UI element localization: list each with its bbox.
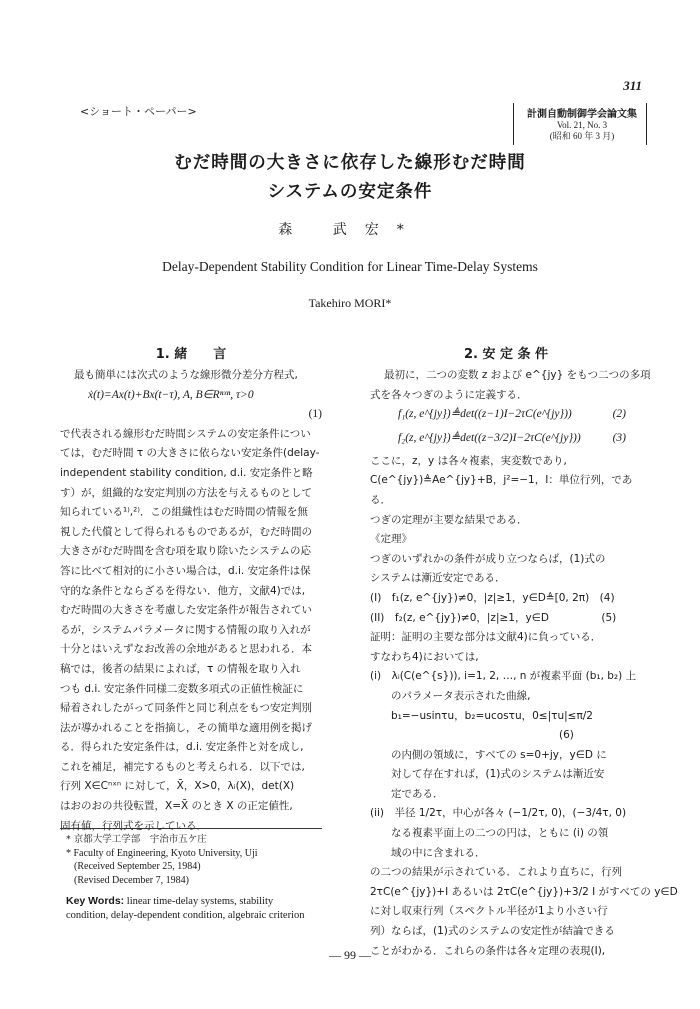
text-line: (II) f₂(z, e^{jy})≠0，|z|≥1，y∈D (5) <box>370 611 617 624</box>
text-line: 守的な条件とならざるを得ない．他方，文献4)では, <box>60 584 306 597</box>
text-line: る． <box>370 493 391 506</box>
affiliation-en: * Faculty of Engineering, Kyoto University, Uji <box>66 847 258 859</box>
text-line: るが，システムパラメータに関する情報の取り入れが <box>60 623 311 636</box>
text-line: つぎの定理が主要な結果である． <box>370 513 528 526</box>
footnote-rule <box>60 828 322 829</box>
equation-2: f₁(z, e^{jy})≜det((z−1)I−2τC(e^{jy})) <box>398 408 572 421</box>
keywords-text: linear time-delay systems, stability condition, delay-dependent condition, algebraic criterion <box>66 896 305 921</box>
text-line: に対し収束行列（スペクトル半径が1より小さい行 <box>370 905 608 918</box>
equation-3-number: (3) <box>612 431 626 444</box>
text-line: (6) <box>370 729 574 742</box>
text-line: 式を各々つぎのように定義する． <box>370 388 528 401</box>
text-line: 固有値，行列式を示している． <box>60 819 207 832</box>
right-body-text <box>370 452 678 961</box>
text-line: の内側の領域に，すべての s=0+jy，y∈D に <box>370 748 607 761</box>
text-line: 行列 X∈Cⁿˣⁿ に対して，X̄，X>0，λᵢ(X)，det(X) <box>60 780 295 793</box>
title-ja-line2: システムの安定条件 <box>267 182 433 202</box>
journal-title: 計測自動制御学会論文集 <box>527 109 637 120</box>
text-line: (ii) 半径 1/2τ，中心が各々 (−1/2τ, 0)，(−3/4τ, 0) <box>370 807 627 820</box>
equation-2-row <box>370 405 642 425</box>
equation-3: f₂(z, e^{jy})≜det((z−3/2)I−2τC(e^{jy})) <box>398 431 581 444</box>
text-line: 定である． <box>370 787 444 800</box>
text-line: 帰着されしたがって同条件と同じ利点をもつ安定判別 <box>60 702 312 715</box>
right-column <box>370 366 678 961</box>
text-line: C(e^{jy})≜Ae^{jy}+B，j²=−1，I：単位行列，であ <box>370 474 633 487</box>
equation-2-number: (2) <box>612 408 626 421</box>
text-line: の二つの結果が示されている．これより直ちに，行列 <box>370 866 622 879</box>
text-line: 大きさがむだ時間を含む項を取り除いたシステムの応 <box>60 545 311 558</box>
text-line: つぎのいずれかの条件が成り立つならば，(1)式の <box>370 552 606 565</box>
text-line: システムは漸近安定である． <box>370 572 506 585</box>
journal-date: (昭和 60 年 3 月) <box>549 131 615 141</box>
text-line: 《定理》 <box>370 533 412 546</box>
page-number: 311 <box>623 78 642 93</box>
text-line: 域の中に含まれる． <box>370 846 486 859</box>
folio: — 99 — <box>329 948 371 962</box>
received-date: (Received September 25, 1984) <box>74 861 201 872</box>
text-line: (I) f₁(z, e^{jy})≠0，|z|≥1，y∈D≜[0, 2π) (4) <box>370 591 615 604</box>
text-line: で代表される線形むだ時間システムの安定条件につい <box>60 427 311 440</box>
keywords-label: Key Words: <box>66 895 125 907</box>
text-line: なる複素平面上の二つの円は，ともに (i) の領 <box>370 827 609 840</box>
text-line: 答に比べて相対的に小さい場合は，d.i. 安定条件は保 <box>60 564 311 577</box>
journal-info-box <box>513 103 647 145</box>
revised-date: (Revised December 7, 1984) <box>74 874 189 886</box>
intro-heading: 1. 緒 言 <box>155 347 227 362</box>
text-line: 列）ならば，(1)式のシステムの安定性が結論できる <box>370 925 615 938</box>
text-line: independent stability condition, d.i. 安定条件と略 <box>60 466 313 479</box>
author-ja: 森 武宏* <box>278 222 422 238</box>
equation-3-row <box>370 425 642 452</box>
text-line: (i) λᵢ(C(e^{s})), i=1, 2, …, n が複素平面 (b₁, b₂) 上 <box>370 670 637 683</box>
journal-volume: Vol. 21, No. 3 <box>556 120 608 130</box>
text-line: 最初に，二つの変数 z および e^{jy} をもつ二つの多項 <box>384 369 651 381</box>
text-line: ては，むだ時間 τ の大きさに依らない安定条件(delay- <box>60 447 320 460</box>
text-line: 十分とはいえずなお改善の余地があると思われる．本 <box>60 643 312 656</box>
text-line: 対して存在すれば，(1)式のシステムは漸近安 <box>370 768 605 781</box>
keywords <box>66 895 316 922</box>
footnotes <box>66 833 328 922</box>
text-line: 最も簡単には次式のような線形微分差分方程式, <box>74 369 298 381</box>
text-line: す）が，組織的な安定判別の方法を与えるものとして <box>60 486 312 499</box>
equation-1: ẋ(t)=Ax(t)+Bx(t−τ), A, B∈Rⁿˣⁿ, τ>0 <box>88 388 254 401</box>
text-line: はおのおの共役転置，X=X̄ のとき X の正定値性, <box>60 800 293 813</box>
affiliation-ja: * 京都大学工学部 宇治市五ケ庄 <box>66 834 207 845</box>
text-line: 視した代償として得られるものであるが，むだ時間の <box>60 525 312 538</box>
article-category: <ショート・ペーパー> <box>80 105 197 118</box>
author-en: Takehiro MORI* <box>308 296 392 310</box>
text-line: 2τC(e^{jy})+I あるいは 2τC(e^{jy})+3/2 I がすべての y∈D <box>370 885 678 898</box>
text-line: ここに，z，y は各々複素，実変数であり, <box>370 454 567 467</box>
text-line: 法が導かれることを指摘し，その簡単な適用例を掲げ <box>60 721 312 734</box>
equation-1-number: (1) <box>308 408 322 421</box>
stability-heading: 2. 安 定 条 件 <box>463 347 549 362</box>
equation-1-number-row <box>60 405 322 425</box>
text-line: b₁=−usinτu，b₂=ucosτu，0≤|τu|≤π/2 <box>370 709 593 722</box>
text-line: つも d.i. 安定条件同様二変数多項式の正値性検証に <box>60 682 304 695</box>
text-line: 知られている¹⁾,²⁾．この組織性はむだ時間の情報を無 <box>60 506 308 519</box>
text-line: る．得られた安定条件は，d.i. 安定条件と対を成し, <box>60 741 304 754</box>
text-line: むだ時間の大きさを考慮した安定条件が報告されてい <box>60 604 312 617</box>
text-line: これを補足，補完するものと考えられる．以下では, <box>60 760 305 773</box>
text-line: のパラメータ表示された曲線, <box>370 689 531 702</box>
title-en: Delay-Dependent Stability Condition for Linear Time-Delay Systems <box>162 259 538 274</box>
title-ja-line1: むだ時間の大きさに依存した線形むだ時間 <box>174 153 526 173</box>
text-line: 稿では，後者の結果によれば，τ の情報を取り入れ <box>60 662 301 675</box>
left-body-text <box>60 425 322 836</box>
text-line: ことがわかる．これらの条件は各々定理の表現(I), <box>370 944 606 957</box>
left-column <box>60 366 322 836</box>
text-line: 証明：証明の主要な部分は文献4)に負っている． <box>370 631 602 644</box>
text-line: すなわち4)においては, <box>370 650 479 663</box>
